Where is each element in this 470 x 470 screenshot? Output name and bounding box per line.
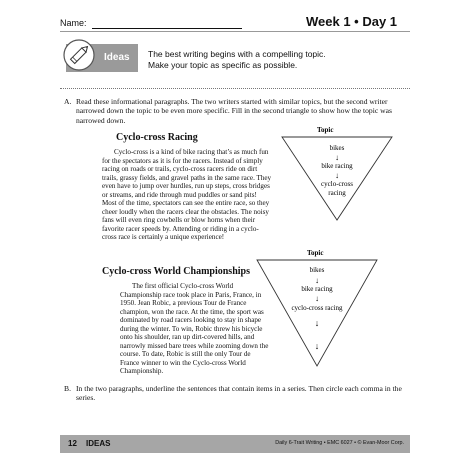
instruction-a-text: Read these informational paragraphs. The two writers started with similar topics, but the second writer narrowed down the topic to be even more specific. Fill in the second triangle to show how the topic was narrowed down. xyxy=(76,97,392,125)
triangle1-arrow-1: ↓ xyxy=(335,153,339,162)
footer-credit: Daily 6-Trait Writing • EMC 6027 • © Evan-Moor Corp. xyxy=(275,440,404,446)
week-day-title: Week 1 • Day 1 xyxy=(306,14,398,29)
page-footer xyxy=(60,435,410,453)
triangle2-item-3: cyclo-cross racing xyxy=(291,304,343,312)
instruction-b xyxy=(64,384,404,403)
passage1-body: Cyclo-cross is a kind of bike racing that’s as much fun for the spectators as it is for the racers. Instead of simply racing on roads or trails, cyclo-cross racers ride on dirt trails, grassy fields, and gravel paths in the same race. They even have to jump over hurdles, run up steps, cross bridges or streams, and ride through mud puddles or sand pits! Most of the time, spectators can see the entire race, so they cheer loudly when the racers clear the obstacles. The noisy fans will even ring cowbells or blow horns when their favorite racer speeds by. Attending or riding in a cyclo-cross race is certainly a unique experience! xyxy=(102,148,272,241)
passage1-title: Cyclo-cross Racing xyxy=(116,132,198,143)
instruction-b-letter: B. xyxy=(64,384,71,393)
footer-section-label: IDEAS xyxy=(86,439,111,448)
instruction-b-text: In the two paragraphs, underline the sentences that contain items in a series. Then circle each comma in the series. xyxy=(76,384,402,403)
instruction-a-letter: A. xyxy=(64,97,72,106)
triangle1-item-4: racing xyxy=(328,189,346,197)
triangle1-topic-label: Topic xyxy=(317,126,334,134)
triangle2-arrow-2: ↓ xyxy=(315,294,319,303)
ideas-tip-line2: Make your topic as specific as possible. xyxy=(148,60,298,70)
passage2-body: The first official Cyclo-cross World Championship race took place in Paris, France, in 1950. Jean Robic, a previous Tour de France champion, won the race. At the time, the sport was dominated by road racers looking to stay in shape during the winter. To win, Robic threw his bicycle onto his shoulder, ran up dirt-covered hills, and narrowly missed bare trees while zooming down the course. To date, Robic is still the only Tour de France winner to win the Cyclo-cross World Championship. xyxy=(120,282,269,375)
triangle2-arrow-4: ↓ xyxy=(314,341,320,351)
passage2-title: Cyclo-cross World Championships xyxy=(102,266,250,277)
triangle2-topic-label: Topic xyxy=(307,249,324,257)
page-number: 12 xyxy=(68,439,77,448)
triangle1-item-2: bike racing xyxy=(321,162,353,170)
triangle2-item-1: bikes xyxy=(309,266,325,274)
triangle1-arrow-2: ↓ xyxy=(335,171,339,180)
triangle2-arrow-1: ↓ xyxy=(315,276,319,285)
triangle2-item-2: bike racing xyxy=(301,285,333,293)
triangle1-item-3: cyclo-cross xyxy=(321,180,353,188)
triangle2-arrow-3: ↓ xyxy=(314,318,320,328)
name-label: Name: xyxy=(60,18,87,28)
triangle1-item-1: bikes xyxy=(329,144,345,152)
ideas-label: Ideas xyxy=(104,52,130,63)
ideas-tip-line1: The best writing begins with a compelling topic. xyxy=(148,49,326,59)
